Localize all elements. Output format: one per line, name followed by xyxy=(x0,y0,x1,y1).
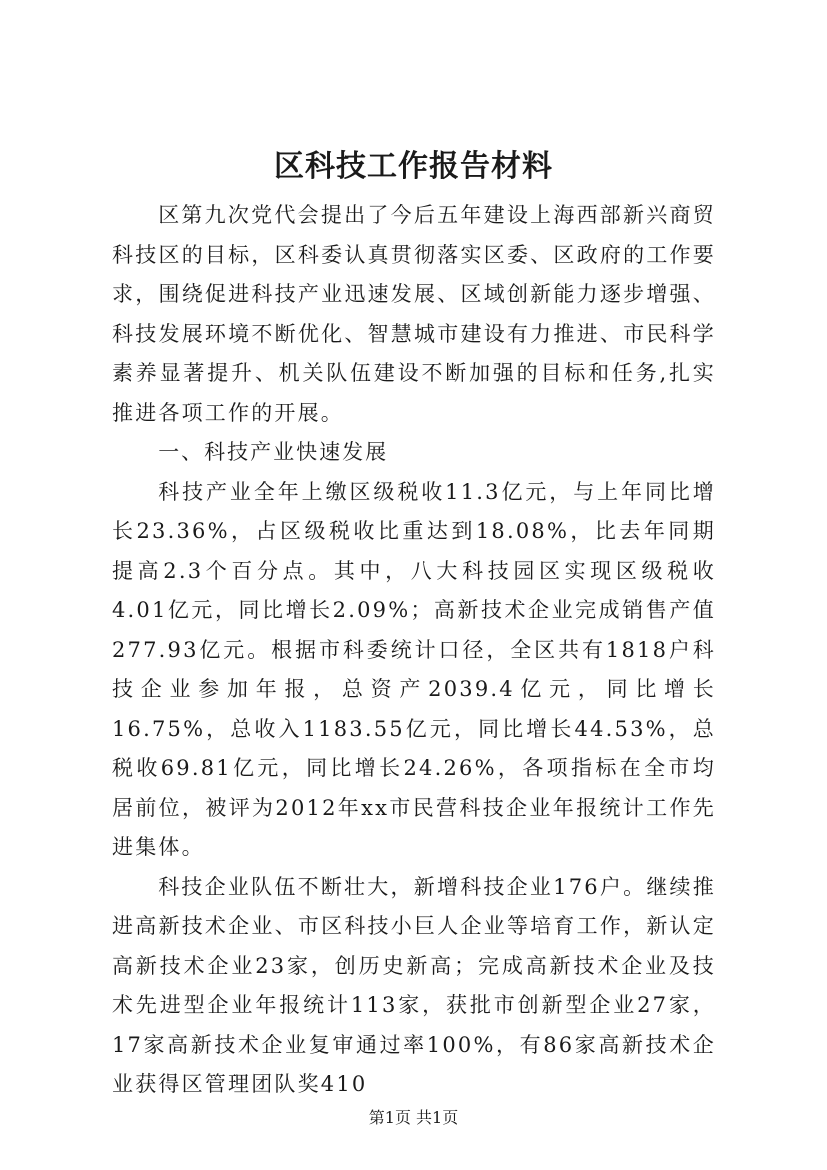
document-title: 区科技工作报告材料 xyxy=(274,149,553,184)
section-heading: 一、科技产业快速发展 xyxy=(158,440,389,464)
paragraph-intro: 区第九次党代会提出了今后五年建设上海西部新兴商贸科技区的目标，区科委认真贯彻落实区委、区政府的工作要求，围绕促进科技产业迅速发展、区域创新能力逐步增强、科技发展环境不断优化、智慧城市建设有力推进、市民科学素养显著提升、机关队伍建设不断加强的目标和任务,扎实推进各项工作的开展。 xyxy=(112,203,716,425)
document-body xyxy=(112,196,716,1105)
paragraph-enterprises: 科技企业队伍不断壮大，新增科技企业176户。继续推进高新技术企业、市区科技小巨人企业等培育工作，新认定高新技术企业23家，创历史新高；完成高新技术企业及技术先进型企业年报统计113家，获批市创新型企业27家，17家高新技术企业复审通过率100%，有86家高新技术企业获得区管理团队奖410 xyxy=(112,874,716,1096)
paragraph-industry: 科技产业全年上缴区级税收11.3亿元，与上年同比增长23.36%，占区级税收比重达到18.08%，比去年同期提高2.3个百分点。其中，八大科技园区实现区级税收4.01亿元，同比增长2.09%；高新技术企业完成销售产值277.93亿元。根据市科委统计口径，全区共有1818户科技企业参加年报，总资产2039.4亿元，同比增长16.75%，总收入1183.55亿元，同比增长44.53%，总税收69.81亿元，同比增长24.26%，各项指标在全市均居前位，被评为2012年xx市民营科技企业年报统计工作先进集体。 xyxy=(112,479,716,859)
page-footer: 第1页 共1页 xyxy=(368,1108,459,1127)
